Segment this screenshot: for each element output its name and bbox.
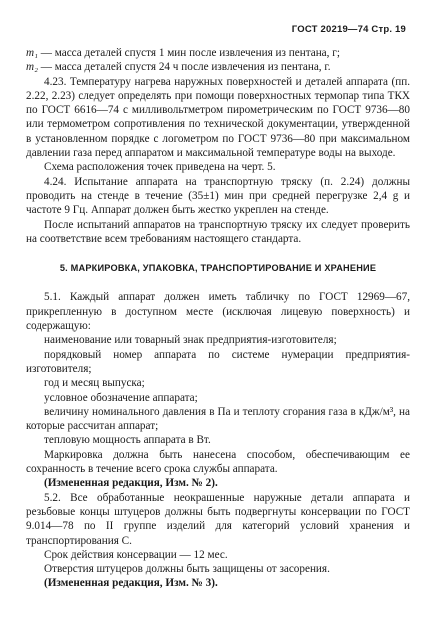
definition-m2	[26, 60, 410, 74]
edit-note: (Измененная редакция, Изм. № 3).	[44, 577, 218, 590]
paragraph-4-24: 4.24. Испытание аппарата на транспортную тряску (п. 2.24) должны проводить на стенде в течение (35±1) мин при средней перегрузке 2,4 g и частоте 9 Гц. Аппарат должен быть жестко укреплен на стенде.	[26, 175, 410, 217]
paragraph-scheme: Схема расположения точек приведена на черт. 5.	[44, 161, 276, 174]
definition-text: — масса деталей спустя 24 ч после извлечения из пентана, г.	[40, 61, 331, 74]
list-item: наименование или товарный знак предприятия-изготовителя;	[44, 334, 337, 347]
paragraph-5-2: 5.2. Все обработанные неокрашенные наружные детали аппарата и резьбовые концы штуцеров должны быть подвергнуты консервации по ГОСТ 9.014—78 по II группе изделий для категорий условий хранения и транспортирования С.	[26, 491, 410, 547]
definition-m1	[26, 46, 410, 60]
spacer	[26, 275, 410, 290]
list-item: величину номинального давления в Па и теплоту сгорания газа в кДж/м³, на которые рассчитан аппарат;	[26, 405, 410, 433]
list-item: условное обозначение аппарата;	[44, 391, 198, 404]
paragraph-term: Срок действия консервации — 12 мес.	[44, 548, 228, 561]
list-item: год и месяц выпуска;	[44, 377, 145, 390]
definition-text: — масса деталей спустя 1 мин после извлечения из пентана, г;	[40, 47, 340, 59]
paragraph-marking: Маркировка должна быть нанесена способом, обеспечивающим ее сохранность в течение всего срока службы аппарата.	[26, 448, 410, 476]
spacer	[26, 246, 410, 261]
list-item: порядковый номер аппарата по системе нумерации предприятия-изготовителя;	[26, 348, 410, 375]
paragraph-4-23: 4.23. Температуру нагрева наружных поверхностей и деталей аппарата (пп. 2.22, 2.23) следует определять при помощи поверхностных термопар типа ТКХ по ГОСТ 6616—74 с милливольтметром пирометрическим по ГОСТ 9736—80 или термометром сопротивления по технической документации, утвержденной в установленном порядке с логометром по ГОСТ 9736—80 при максимальном давлении газа перед аппаратом и максимальной температуре воды на выходе.	[26, 75, 410, 160]
definition-symbol: m₁	[26, 47, 38, 59]
paragraph-openings: Отверстия штуцеров должны быть защищены от засорения.	[44, 563, 330, 576]
page-content	[26, 46, 410, 591]
list-item: тепловую мощность аппарата в Вт.	[44, 434, 211, 447]
section-5-title: 5. МАРКИРОВКА, УПАКОВКА, ТРАНСПОРТИРОВАНИЕ И ХРАНЕНИЕ	[59, 263, 377, 274]
paragraph-after-tests: После испытаний аппаратов на транспортную тряску их следует проверить на соответствие всем требованиям настоящего стандарта.	[26, 218, 410, 245]
definition-symbol: m₂	[26, 61, 38, 74]
running-header: ГОСТ 20219—74 Стр. 19	[291, 24, 406, 35]
edit-note: (Измененная редакция, Изм. № 2).	[44, 477, 218, 490]
paragraph-5-1: 5.1. Каждый аппарат должен иметь табличку по ГОСТ 12969—67, прикрепленную в доступном месте (исключая лицевую поверхность) и содержащую:	[26, 291, 410, 333]
